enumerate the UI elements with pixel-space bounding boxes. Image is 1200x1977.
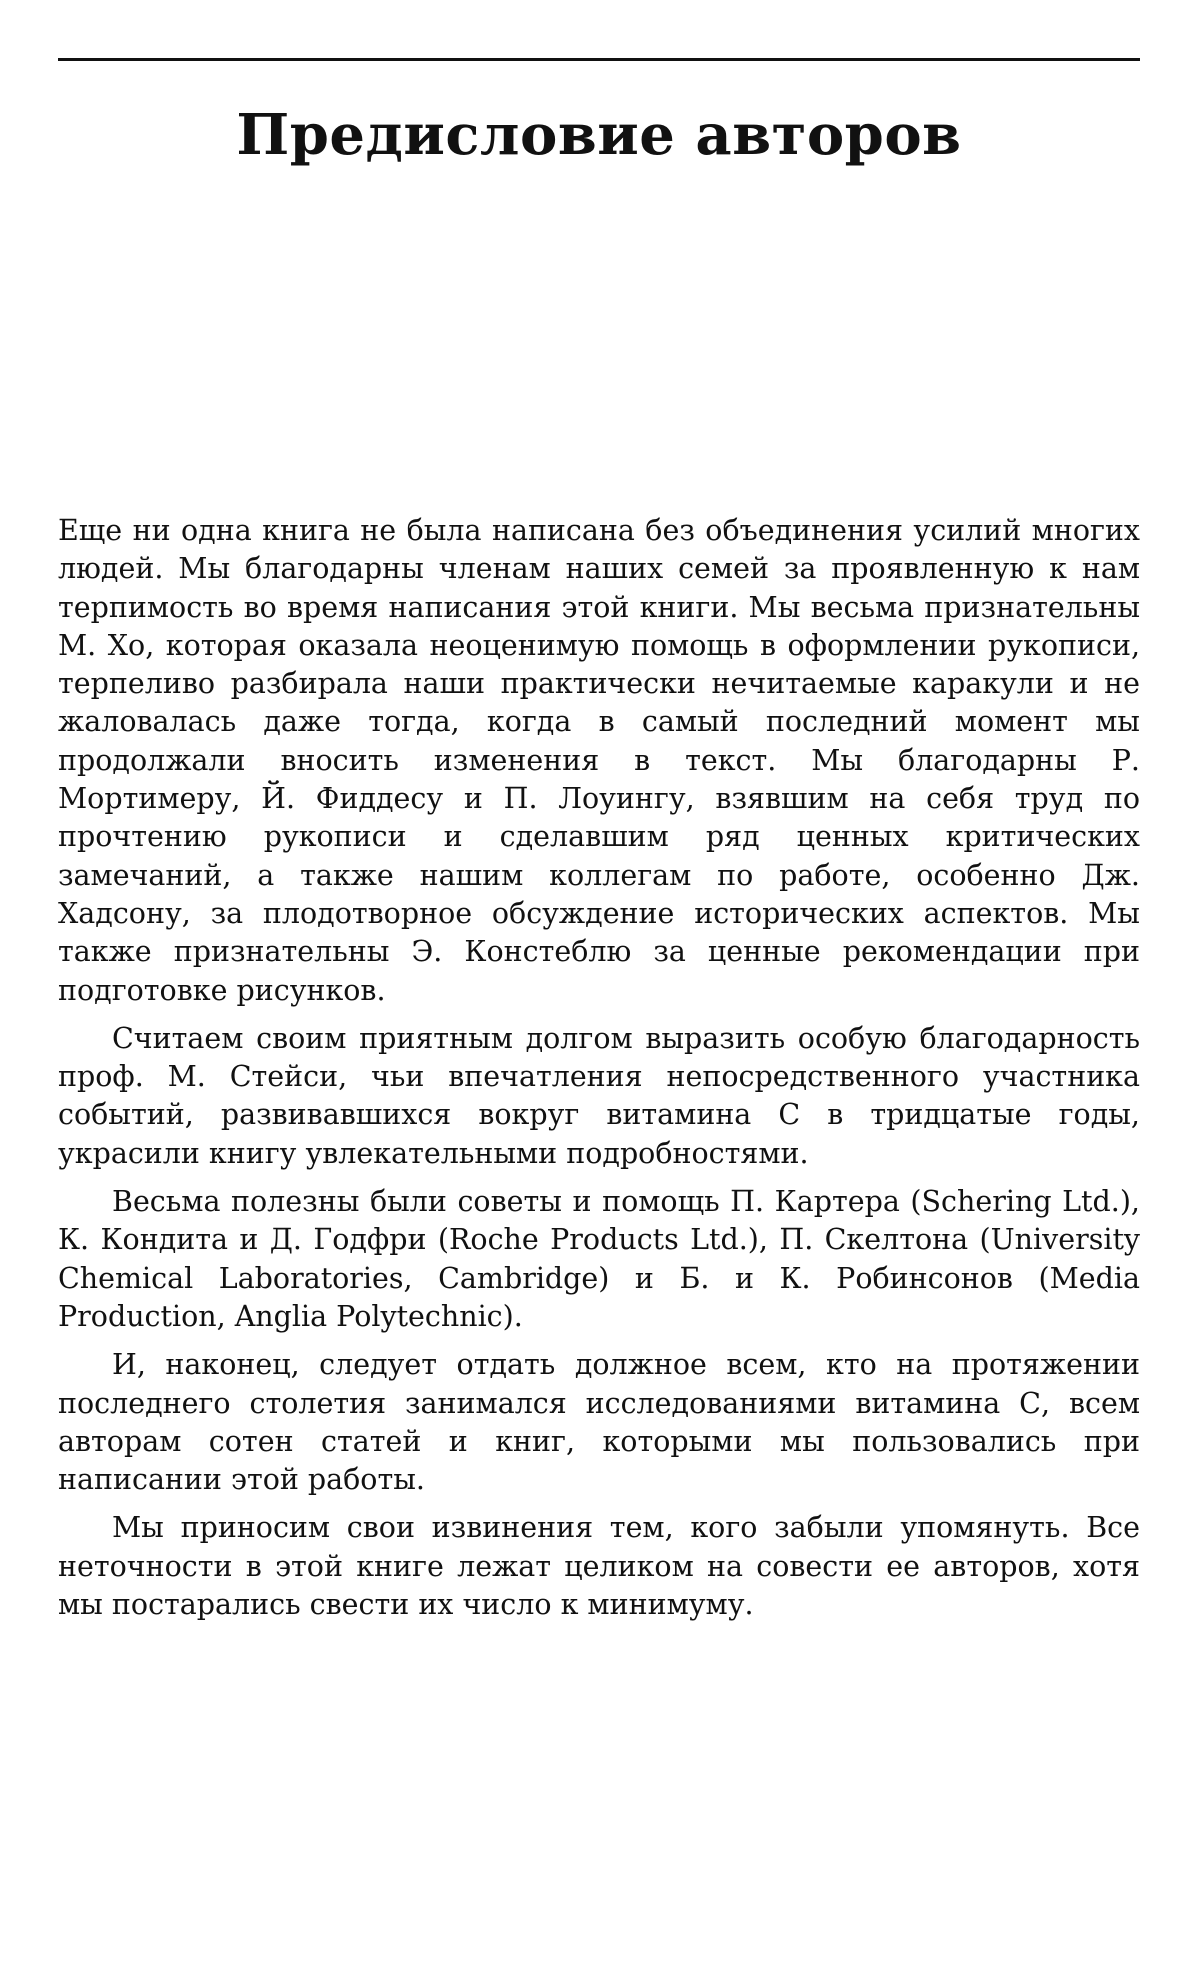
- top-rule: [58, 58, 1140, 61]
- paragraph-stacey-thanks: Считаем своим приятным долгом выразить особую благодарность проф. М. Стейси, чьи впечатления непосредственного участника событий, развивавшихся вокруг витамина С в тридцатые годы, украсили книгу увлекательными подробностями.: [58, 1021, 1140, 1170]
- paragraph-apology: Мы приносим свои извинения тем, кого забыли упомянуть. Все неточности в этой книге лежат целиком на совести ее авторов, хотя мы постарались свести их число к минимуму.: [58, 1511, 1140, 1622]
- paragraph-acknowledgements-intro: Еще ни одна книга не была написана без объединения усилий многих людей. Мы благодарны членам наших семей за проявленную к нам терпимость во время написания этой книги. Мы весьма признательны М. Хо, которая оказала неоценимую помощь в оформлении рукописи, терпеливо разбирала наши практически нечитаемые каракули и не жаловалась даже тогда, когда в самый последний момент мы продолжали вносить изменения в текст. Мы благодарны Р. Мортимеру, Й. Фиддесу и П. Лоуингу, взявшим на себя труд по прочтению рукописи и сделавшим ряд ценных критических замечаний, а также нашим коллегам по работе, особенно Дж. Хадсону, за плодотворное обсуждение исторических аспектов. Мы также признательны Э. Констеблю за ценные рекомендации при подготовке рисунков.: [58, 514, 1140, 1007]
- paragraph-advice-thanks: Весьма полезны были советы и помощь П. Картера (Schering Ltd.), К. Кондита и Д. Годфри (Roche Products Ltd.), П. Скелтона (University Chemical Laboratories, Cambridge) и Б. и К. Робинсонов (Media Production, Anglia Polytechnic).: [58, 1185, 1140, 1333]
- paragraph-researchers-thanks: И, наконец, следует отдать должное всем, кто на протяжении последнего столетия занимался исследованиями витамина С, всем авторам сотен статей и книг, которыми мы пользовались при написании этой работы.: [58, 1348, 1140, 1497]
- chapter-title: Предисловие авторов: [236, 102, 962, 168]
- body-text: [58, 512, 1140, 1634]
